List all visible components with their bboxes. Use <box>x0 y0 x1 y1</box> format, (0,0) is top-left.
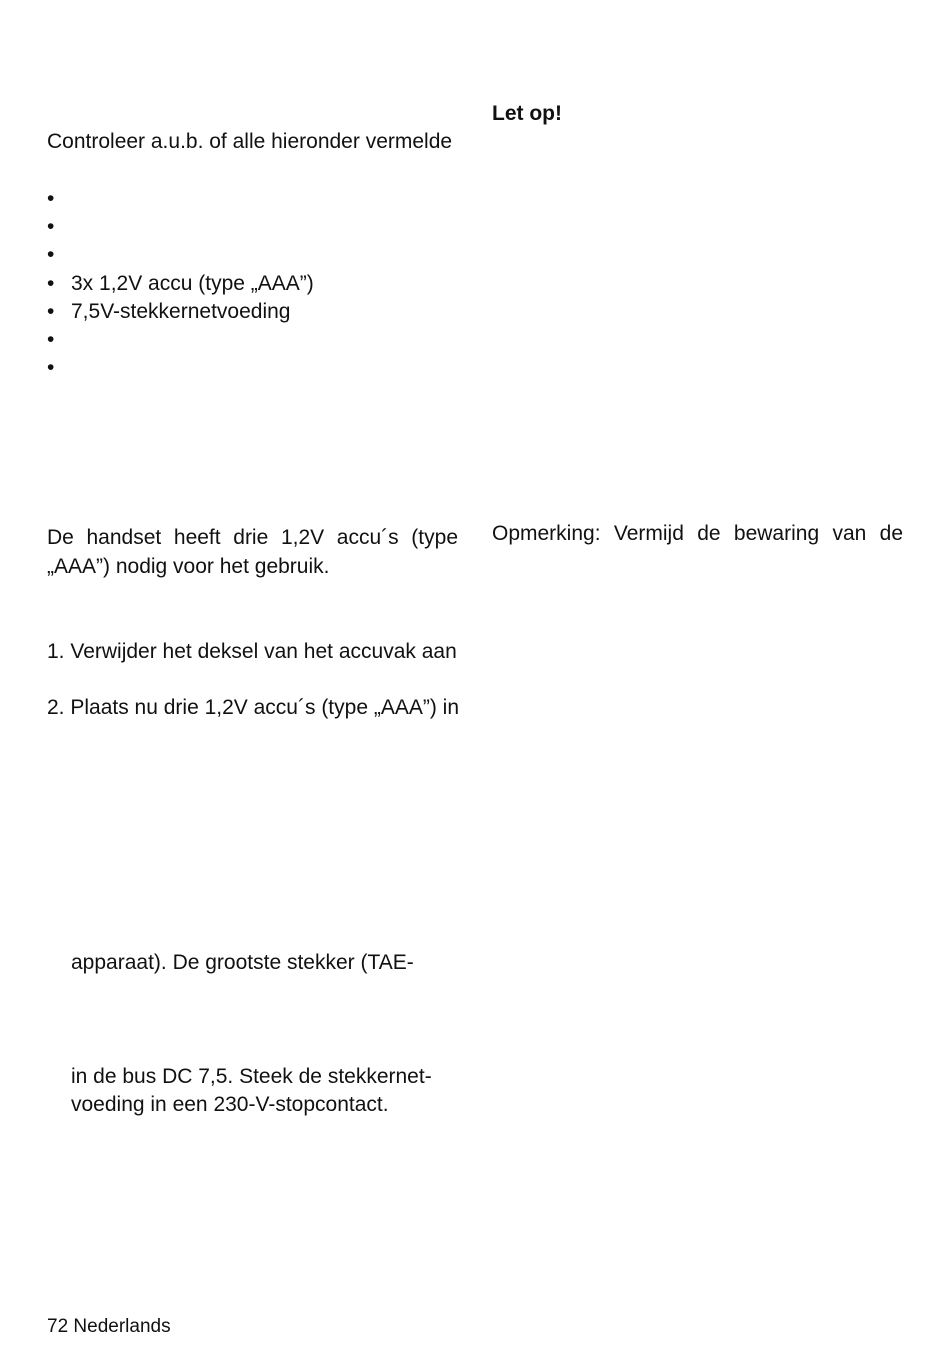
instruction-fragment-line-2: voeding in een 230-V-stopcontact. <box>71 1093 389 1116</box>
step-1: 1. Verwijder het deksel van het accuvak aan <box>47 640 457 663</box>
bullet-marker: • <box>47 300 55 323</box>
battery-paragraph-line-2: „AAA”) nodig voor het gebruik. <box>47 555 330 578</box>
bullet-marker: • <box>47 272 55 295</box>
bullet-marker: • <box>47 187 55 210</box>
step-2: 2. Plaats nu drie 1,2V accu´s (type „AAA”) in <box>47 696 460 719</box>
bullet-marker: • <box>47 356 55 379</box>
note-line: Opmerking: Vermijd de bewaring van de <box>492 522 903 545</box>
list-item-text: 7,5V-stekkernetvoeding <box>71 300 291 323</box>
instruction-fragment-line-1: in de bus DC 7,5. Steek de stekkernet- <box>71 1065 432 1088</box>
instruction-fragment: apparaat). De grootste stekker (TAE- <box>71 951 414 974</box>
bullet-marker: • <box>47 328 55 351</box>
intro-text: Controleer a.u.b. of alle hieronder vermelde <box>47 130 453 153</box>
page-number-footer: 72 Nederlands <box>47 1316 171 1337</box>
notice-heading: Let op! <box>492 102 562 125</box>
bullet-marker: • <box>47 243 55 266</box>
list-item-text: 3x 1,2V accu (type „AAA”) <box>71 272 314 295</box>
bullet-marker: • <box>47 215 55 238</box>
battery-paragraph-line-1: De handset heeft drie 1,2V accu´s (type <box>47 526 458 549</box>
